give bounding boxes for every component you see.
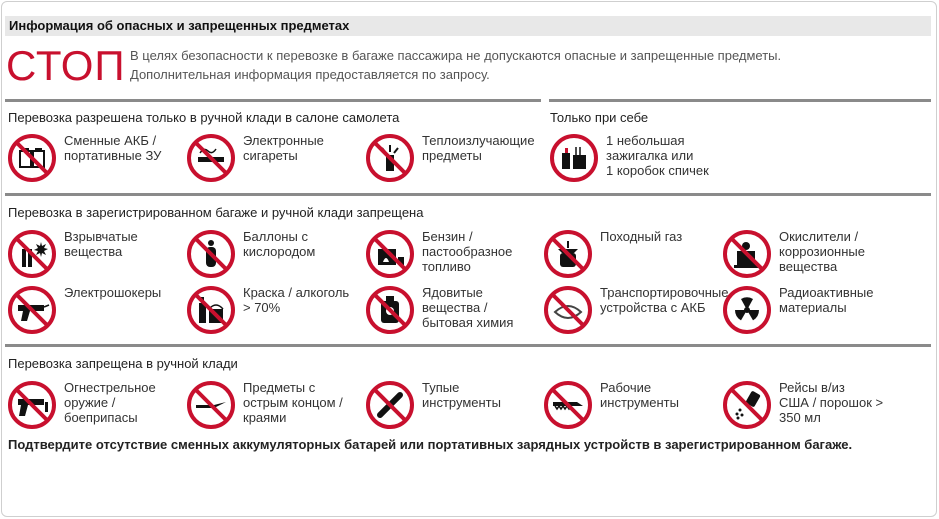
footer-note: Подтвердите отсутствие сменных аккумуляторных батарей или портативных зарядных устройств в зарегистрированном багаже. <box>8 437 853 452</box>
item-label: Баллоны с кислородом <box>243 229 316 259</box>
page-title: Информация об опасных и запрещенных предметах <box>5 16 931 36</box>
item-label: 1 небольшая зажигалка или 1 коробок спичек <box>606 133 709 178</box>
section-title-hand-forbidden: Перевозка запрещена в ручной клади <box>8 356 238 371</box>
bat-icon <box>365 380 415 430</box>
explosives-icon <box>7 229 57 279</box>
oxygen-tank-icon <box>186 229 236 279</box>
intro-text: В целях безопасности к перевозке в багаже пассажира не допускаются опасные и запрещенные предметы. Дополнительная информация предоставляется по запросу. <box>130 48 782 82</box>
item-label: Взрывчатые вещества <box>64 229 138 259</box>
item-label: Краска / алкоголь > 70% <box>243 285 350 315</box>
section-rule <box>5 344 931 347</box>
lighter-icon <box>549 133 599 183</box>
heat-device-icon <box>365 133 415 183</box>
camping-stove-icon <box>543 229 593 279</box>
item-label: Тупые инструменты <box>422 380 501 410</box>
stun-gun-icon <box>7 285 57 335</box>
item-label: Радиоактивные материалы <box>779 285 874 315</box>
section-title-on-person: Только при себе <box>550 110 649 125</box>
item-label: Окислители / коррозионные вещества <box>779 229 865 274</box>
e-cigarette-icon <box>186 133 236 183</box>
item-label: Ядовитые вещества / бытовая химия <box>422 285 514 330</box>
item-label: Предметы с острым концом / краями <box>243 380 343 425</box>
fuel-canister-icon <box>365 229 415 279</box>
item-label: Теплоизлучающие предметы <box>422 133 535 163</box>
item-label: Рейсы в/из США / порошок > 350 мл <box>779 380 884 425</box>
battery-icon <box>7 133 57 183</box>
section-rule <box>5 99 541 102</box>
section-rule <box>549 99 931 102</box>
item-label: Бензин / пастообразное топливо <box>422 229 513 274</box>
item-label: Электронные сигареты <box>243 133 324 163</box>
poison-icon <box>365 285 415 335</box>
knife-icon <box>186 380 236 430</box>
item-label: Электрошокеры <box>64 285 162 300</box>
pistol-icon <box>7 380 57 430</box>
paint-alcohol-icon <box>186 285 236 335</box>
stop-heading: СТОП <box>6 42 126 89</box>
section-title-cabin-only: Перевозка разрешена только в ручной клади в салоне самолета <box>8 110 400 125</box>
radiation-icon <box>722 285 772 335</box>
item-label: Походный газ <box>600 229 683 244</box>
item-label: Сменные АКБ / портативные ЗУ <box>64 133 162 163</box>
hoverboard-icon <box>543 285 593 335</box>
item-label: Огнестрельное оружие / боеприпасы <box>64 380 156 425</box>
item-label: Транспортировочные устройства с АКБ <box>600 285 729 315</box>
section-title-all-forbidden: Перевозка в зарегистрированном багаже и ручной клади запрещена <box>8 205 424 220</box>
item-label: Рабочие инструменты <box>600 380 679 410</box>
corrosive-icon <box>722 229 772 279</box>
powder-bottle-icon <box>722 380 772 430</box>
section-rule <box>5 193 931 196</box>
saw-icon <box>543 380 593 430</box>
